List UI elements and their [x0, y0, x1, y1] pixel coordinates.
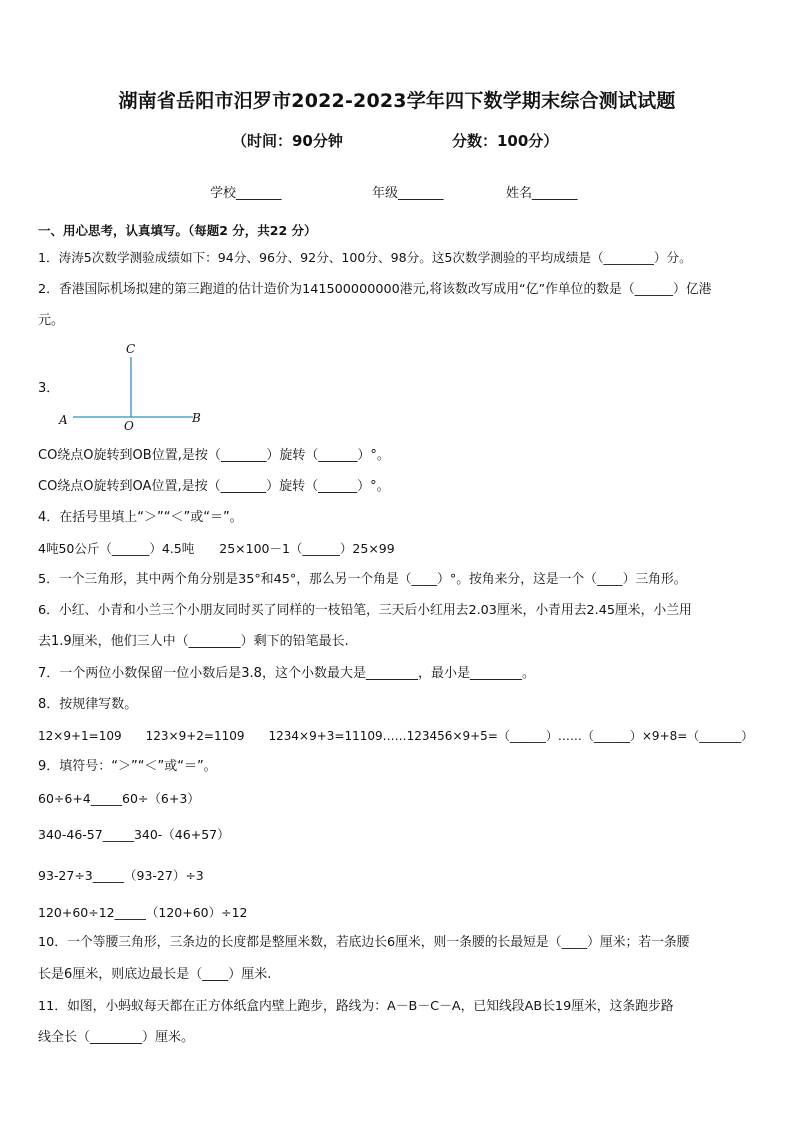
question-9-b: 340-46-57_____340-（46+57）	[38, 827, 230, 842]
question-11-line-1: 11．如图，小蚂蚁每天都在正方体纸盒内壁上跑步，路线为：A－B－C－A，已知线段AB长19厘米，这条跑步路	[38, 999, 674, 1014]
question-6-line-1: 6．小红、小青和小兰三个小朋友同时买了同样的一枝铅笔，三天后小红用去2.03厘米，小青用去2.45厘米，小兰用	[38, 603, 692, 618]
question-9: 9．填符号：“＞”“＜”或“＝”。	[38, 759, 217, 774]
label-o: O	[124, 419, 134, 433]
exam-title: 湖南省岳阳市汨罗市2022-2023学年四下数学期末综合测试试题	[118, 90, 676, 112]
question-7: 7．一个两位小数保留一位小数后是3.8，这个小数最大是________，最小是________。	[38, 666, 535, 681]
question-10-line-1: 10．一个等腰三角形，三条边的长度都是整厘米数，若底边长6厘米，则一条腰的长最短是（____）厘米；若一条腰	[38, 935, 690, 950]
question-1: 1．涛涛5次数学测验成绩如下：94分、96分、92分、100分、98分。这5次数学测验的平均成绩是（________）分。	[38, 250, 692, 265]
question-8: 8．按规律写数。	[38, 697, 138, 712]
exam-time: （时间：90分钟	[232, 132, 343, 150]
question-9-d: 120+60÷12_____（120+60）÷12	[38, 905, 248, 920]
question-3-line-2: CO绕点O旋转到OA位置,是按（_______）旋转（______）°。	[38, 479, 390, 494]
section-1-heading: 一、用心思考，认真填写。（每题2 分，共22 分）	[38, 223, 317, 238]
angle-diagram	[55, 340, 215, 435]
question-4: 4．在括号里填上“＞”“＜”或“＝”。	[38, 510, 243, 525]
label-a: A	[59, 413, 68, 427]
question-6-line-2: 去1.9厘米，他们三人中（________）剩下的铅笔最长.	[38, 634, 349, 649]
question-10-line-2: 长是6厘米，则底边最长是（____）厘米.	[38, 967, 272, 982]
label-c: C	[126, 342, 136, 356]
question-5: 5．一个三角形，其中两个角分别是35°和45°，那么另一个角是（____）°。按角来分，这是一个（____）三角形。	[38, 572, 687, 587]
question-2-line-2: 元。	[38, 313, 65, 328]
question-8-items: 12×9+1=109 123×9+2=1109 1234×9+3=11109……123456×9+5=（______）……（______）×9+8=（_______）	[38, 729, 754, 743]
question-11-line-2: 线全长（________）厘米。	[38, 1030, 195, 1045]
grade-field: 年级_______	[372, 186, 444, 201]
label-b: B	[192, 411, 201, 425]
question-9-a: 60÷6+4_____60÷（6+3）	[38, 791, 200, 806]
question-4-items: 4吨50公斤（______）4.5吨 25×100－1（______）25×99	[38, 541, 395, 556]
exam-score: 分数：100分）	[452, 132, 559, 150]
question-3-number: 3．	[38, 381, 60, 396]
school-field: 学校_______	[210, 186, 282, 201]
question-3-line-1: CO绕点O旋转到OB位置,是按（_______）旋转（______）°。	[38, 448, 390, 463]
name-field: 姓名_______	[506, 186, 578, 201]
question-9-c: 93-27÷3_____（93-27）÷3	[38, 868, 204, 883]
question-2-line-1: 2．香港国际机场拟建的第三跑道的估计造价为141500000000港元,将该数改写成用“亿”作单位的数是（______）亿港	[38, 282, 712, 297]
